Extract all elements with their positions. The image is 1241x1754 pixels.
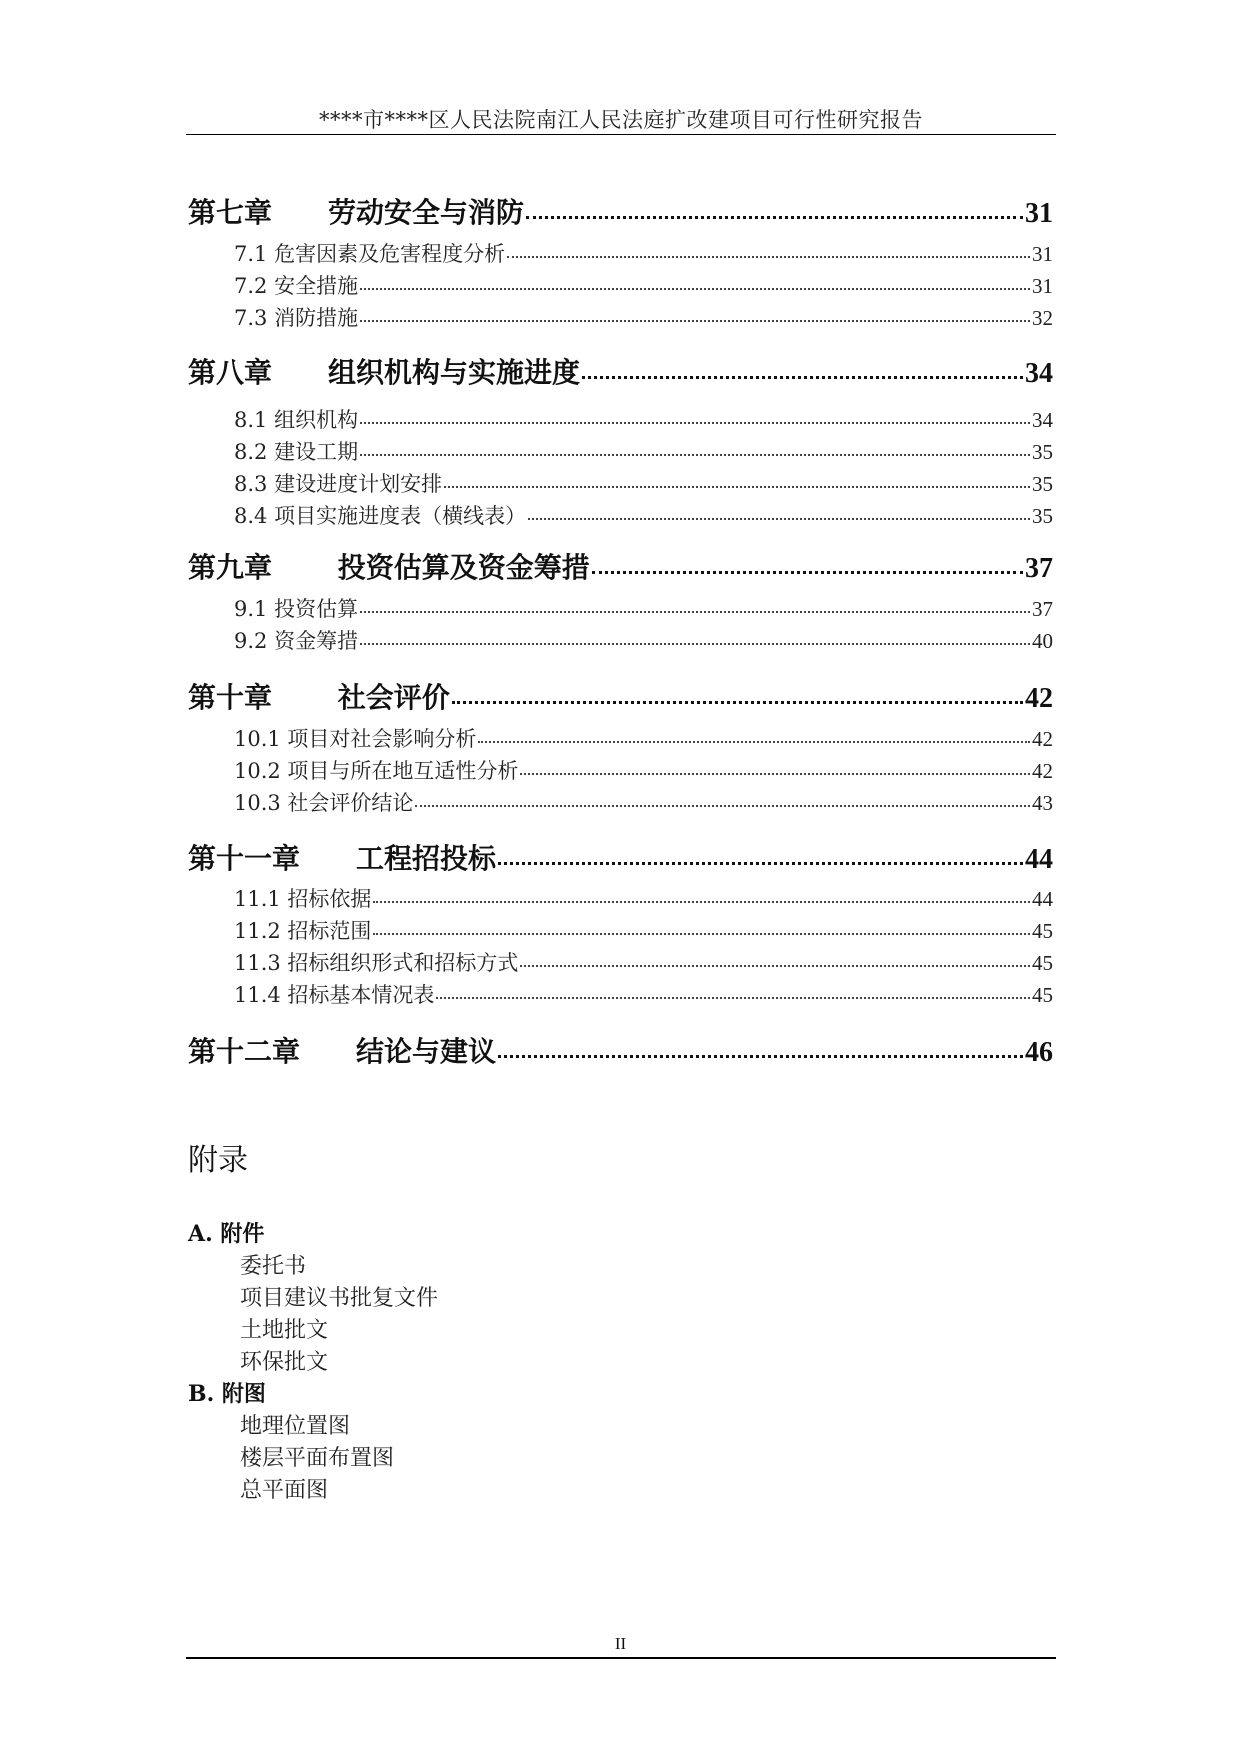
dot-leader bbox=[373, 933, 1030, 935]
toc-section-title: 8.3 建设进度计划安排 bbox=[234, 472, 443, 496]
dot-leader bbox=[582, 376, 1023, 379]
header-rule bbox=[186, 134, 1056, 135]
toc-page-number: 45 bbox=[1032, 983, 1053, 1007]
dot-leader bbox=[360, 422, 1030, 424]
footer-rule bbox=[186, 1657, 1056, 1659]
toc-section-title: 8.2 建设工期 bbox=[234, 440, 359, 464]
toc-page-number: 43 bbox=[1032, 791, 1053, 815]
dot-leader bbox=[373, 901, 1030, 903]
toc-section-entry[interactable] bbox=[234, 302, 1053, 332]
toc-section-entry[interactable] bbox=[234, 979, 1053, 1009]
toc-page-number: 32 bbox=[1032, 306, 1053, 330]
toc-section-entry[interactable] bbox=[234, 593, 1053, 623]
dot-leader bbox=[507, 256, 1030, 258]
appendix-group-a-label: A. 附件 bbox=[188, 1221, 265, 1247]
toc-chapter-title: 第七章 劳动安全与消防 bbox=[188, 196, 525, 229]
toc-section-entry[interactable] bbox=[234, 404, 1053, 434]
dot-leader bbox=[520, 965, 1030, 967]
dot-leader bbox=[526, 216, 1023, 219]
toc-section-entry[interactable] bbox=[234, 723, 1053, 753]
toc-section-entry[interactable] bbox=[234, 947, 1053, 977]
toc-section-title: 10.3 社会评价结论 bbox=[234, 791, 414, 815]
toc-page-number: 42 bbox=[1032, 727, 1053, 751]
toc-chapter-entry[interactable] bbox=[188, 837, 1053, 875]
toc-page-number: 31 bbox=[1025, 198, 1053, 229]
appendix-item: 项目建议书批复文件 bbox=[240, 1286, 439, 1311]
toc-section-entry[interactable] bbox=[234, 238, 1053, 268]
toc-section-title: 7.3 消防措施 bbox=[234, 306, 359, 330]
toc-chapter-title: 第十一章 工程招投标 bbox=[188, 842, 497, 875]
toc-section-title: 8.1 组织机构 bbox=[234, 408, 359, 432]
toc-chapter-title: 第九章 投资估算及资金筹措 bbox=[188, 551, 590, 584]
toc-page-number: 45 bbox=[1032, 919, 1053, 943]
toc-section-title: 7.2 安全措施 bbox=[234, 274, 359, 298]
toc-section-entry[interactable] bbox=[234, 436, 1053, 466]
toc-page-number: 35 bbox=[1032, 472, 1053, 496]
toc-page-number: 42 bbox=[1025, 683, 1053, 714]
appendix-item: 地理位置图 bbox=[240, 1414, 351, 1439]
appendix-item: 楼层平面布置图 bbox=[240, 1446, 395, 1471]
toc-chapter-entry[interactable] bbox=[188, 676, 1053, 714]
toc-page-number: 35 bbox=[1032, 440, 1053, 464]
toc-page-number: 31 bbox=[1032, 242, 1053, 266]
toc-chapter-title: 第十二章 结论与建议 bbox=[188, 1035, 497, 1068]
toc-chapter-title: 第八章 组织机构与实施进度 bbox=[188, 356, 581, 389]
dot-leader bbox=[360, 611, 1030, 613]
toc-section-title: 11.4 招标基本情况表 bbox=[234, 983, 435, 1007]
toc-section-title: 10.1 项目对社会影响分析 bbox=[234, 727, 477, 751]
dot-leader bbox=[444, 486, 1030, 488]
toc-page-number: 37 bbox=[1032, 597, 1053, 621]
appendix-item: 总平面图 bbox=[240, 1478, 329, 1503]
toc-page-number: 31 bbox=[1032, 274, 1053, 298]
toc-page-number: 37 bbox=[1025, 553, 1053, 584]
toc-section-entry[interactable] bbox=[234, 883, 1053, 913]
toc-chapter-entry[interactable] bbox=[188, 546, 1053, 584]
toc-chapter-title: 第十章 社会评价 bbox=[188, 681, 450, 714]
toc-chapter-entry[interactable] bbox=[188, 1030, 1053, 1068]
toc-page-number: 42 bbox=[1032, 759, 1053, 783]
dot-leader bbox=[528, 518, 1030, 520]
dot-leader bbox=[592, 571, 1023, 574]
toc-section-title: 8.4 项目实施进度表（横线表） bbox=[234, 504, 527, 528]
dot-leader bbox=[498, 1055, 1023, 1058]
dot-leader bbox=[360, 643, 1030, 645]
toc-section-title: 9.1 投资估算 bbox=[234, 597, 359, 621]
dot-leader bbox=[360, 320, 1030, 322]
toc-section-title: 11.1 招标依据 bbox=[234, 887, 372, 911]
dot-leader bbox=[452, 701, 1023, 704]
appendix-item: 环保批文 bbox=[240, 1350, 329, 1375]
toc-section-entry[interactable] bbox=[234, 787, 1053, 817]
page-number: II bbox=[614, 1634, 627, 1653]
dot-leader bbox=[415, 805, 1030, 807]
toc-section-title: 11.3 招标组织形式和招标方式 bbox=[234, 951, 519, 975]
toc-page-number: 45 bbox=[1032, 951, 1053, 975]
dot-leader bbox=[360, 454, 1030, 456]
toc-section-entry[interactable] bbox=[234, 270, 1053, 300]
dot-leader bbox=[360, 288, 1030, 290]
toc-section-entry[interactable] bbox=[234, 915, 1053, 945]
toc-page-number: 46 bbox=[1025, 1037, 1053, 1068]
toc-section-entry[interactable] bbox=[234, 500, 1053, 530]
appendix-item: 委托书 bbox=[240, 1254, 307, 1279]
dot-leader bbox=[498, 862, 1023, 865]
toc-section-entry[interactable] bbox=[234, 755, 1053, 785]
running-header: ****市****区人民法院南江人民法庭扩改建项目可行性研究报告 bbox=[319, 108, 923, 132]
toc-chapter-entry[interactable] bbox=[188, 351, 1053, 389]
toc-chapter-entry[interactable] bbox=[188, 191, 1053, 229]
toc-page-number: 35 bbox=[1032, 504, 1053, 528]
dot-leader bbox=[520, 773, 1030, 775]
toc-section-title: 11.2 招标范围 bbox=[234, 919, 372, 943]
toc-page-number: 40 bbox=[1032, 629, 1053, 653]
toc-section-title: 7.1 危害因素及危害程度分析 bbox=[234, 242, 506, 266]
appendix-group-b-label: B. 附图 bbox=[188, 1381, 266, 1407]
toc-page-number: 44 bbox=[1025, 844, 1053, 875]
toc-section-title: 10.2 项目与所在地互适性分析 bbox=[234, 759, 519, 783]
toc-section-entry[interactable] bbox=[234, 468, 1053, 498]
dot-leader bbox=[436, 997, 1030, 999]
dot-leader bbox=[478, 741, 1030, 743]
appendix-title: 附录 bbox=[188, 1143, 248, 1178]
toc-page-number: 34 bbox=[1032, 408, 1053, 432]
toc-page-number: 34 bbox=[1025, 358, 1053, 389]
toc-section-title: 9.2 资金筹措 bbox=[234, 629, 359, 653]
appendix-item: 土地批文 bbox=[240, 1318, 329, 1343]
toc-section-entry[interactable] bbox=[234, 625, 1053, 655]
toc-page-number: 44 bbox=[1032, 887, 1053, 911]
